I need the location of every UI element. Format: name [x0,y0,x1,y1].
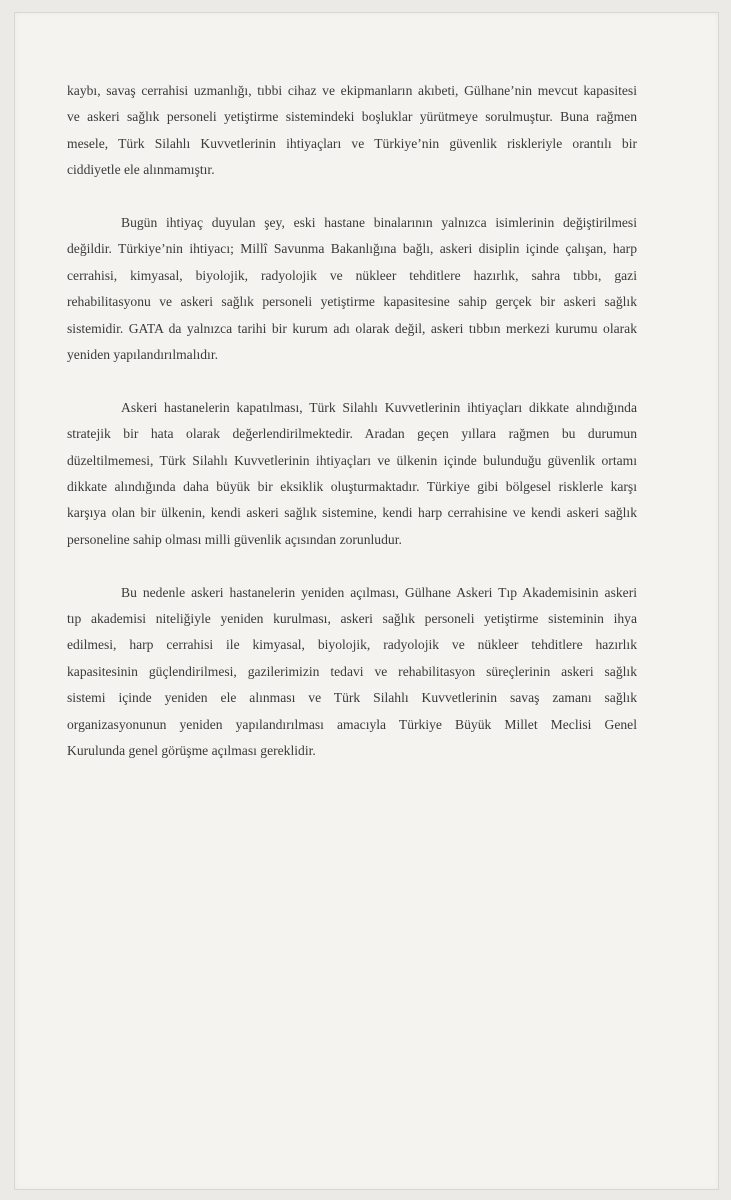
paragraph-2 [67,210,637,368]
text-line: yeniden yapılandırılmalıdır. [67,347,219,363]
text-line: dikkate alındığında daha büyük bir eksiklik oluşturmaktadır. Türkiye gibi bölgesel risklerle karşı [67,479,637,495]
text-line: karşıya olan bir ülkenin, kendi askeri sağlık sistemine, kendi harp cerrahisine ve kendi askeri sağlık [67,505,637,521]
text-line: kaybı, savaş cerrahisi uzmanlığı, tıbbi cihaz ve ekipmanların akıbeti, Gülhane’nin mevcut kapasitesi [67,83,637,98]
text-line: değildir. Türkiye’nin ihtiyacı; Millî Savunma Bakanlığına bağlı, askeri disiplin içinde çalışan, harp [67,241,637,257]
text-line: kapasitesinin güçlendirilmesi, gazilerimizin tedavi ve rehabilitasyon süreçlerinin askeri sağlık [67,663,637,679]
text-line: Askeri hastanelerin kapatılması, Türk Silahlı Kuvvetlerinin ihtiyaçları dikkate alındığında [121,399,637,415]
paragraph-1 [67,78,637,184]
text-line: ciddiyetle ele alınmamıştır. [67,162,215,178]
text-line: Bugün ihtiyaç duyulan şey, eski hastane binalarının yalnızca isimlerinin değiştirilmesi [121,215,637,231]
text-line: ve askeri sağlık personeli yetiştirme sistemindeki boşluklar yürütmeye sorulmuştur. Buna rağmen [67,109,637,125]
text-line: sistemidir. GATA da yalnızca tarihi bir kurum adı olarak değil, askeri tıbbın merkezi kurumu olarak [67,320,637,336]
text-line: Bu nedenle askeri hastanelerin yeniden açılması, Gülhane Askeri Tıp Akademisinin askeri [121,584,637,600]
paragraph-3 [67,395,637,553]
text-line: tıp akademisi niteliğiyle yeniden kurulması, askeri sağlık personeli yetiştirme sisteminin ihya [67,611,637,627]
text-line: cerrahisi, kimyasal, biyolojik, radyolojik ve nükleer tehditlere hazırlık, sahra tıbbı, gazi [67,267,637,283]
text-line: rehabilitasyonu ve askeri sağlık personeli yetiştirme kapasitesine sahip gerçek bir askeri sağlık [67,294,637,310]
text-line: mesele, Türk Silahlı Kuvvetlerinin ihtiyaçları ve Türkiye’nin güvenlik riskleriyle orantılı bir [67,135,637,151]
text-line: edilmesi, harp cerrahisi ile kimyasal, biyolojik, radyolojik ve nükleer tehditlere hazırlık [67,637,637,653]
text-line: Kurulunda genel görüşme açılması gereklidir. [67,743,316,759]
text-line: düzeltilmemesi, Türk Silahlı Kuvvetlerinin ihtiyaçları ve ülkenin içinde bulunduğu güvenlik ortamı [67,452,637,468]
paragraph-4 [67,580,637,765]
text-line: personeline sahip olması milli güvenlik açısından zorunludur. [67,531,402,547]
text-line: organizasyonunun yeniden yapılandırılması amacıyla Türkiye Büyük Millet Meclisi Genel [67,716,637,732]
document-body [67,78,637,791]
text-line: sistemi içinde yeniden ele alınması ve Türk Silahlı Kuvvetlerinin savaş zamanı sağlık [67,690,637,706]
text-line: stratejik bir hata olarak değerlendirilmektedir. Aradan geçen yıllara rağmen bu durumun [67,426,637,442]
